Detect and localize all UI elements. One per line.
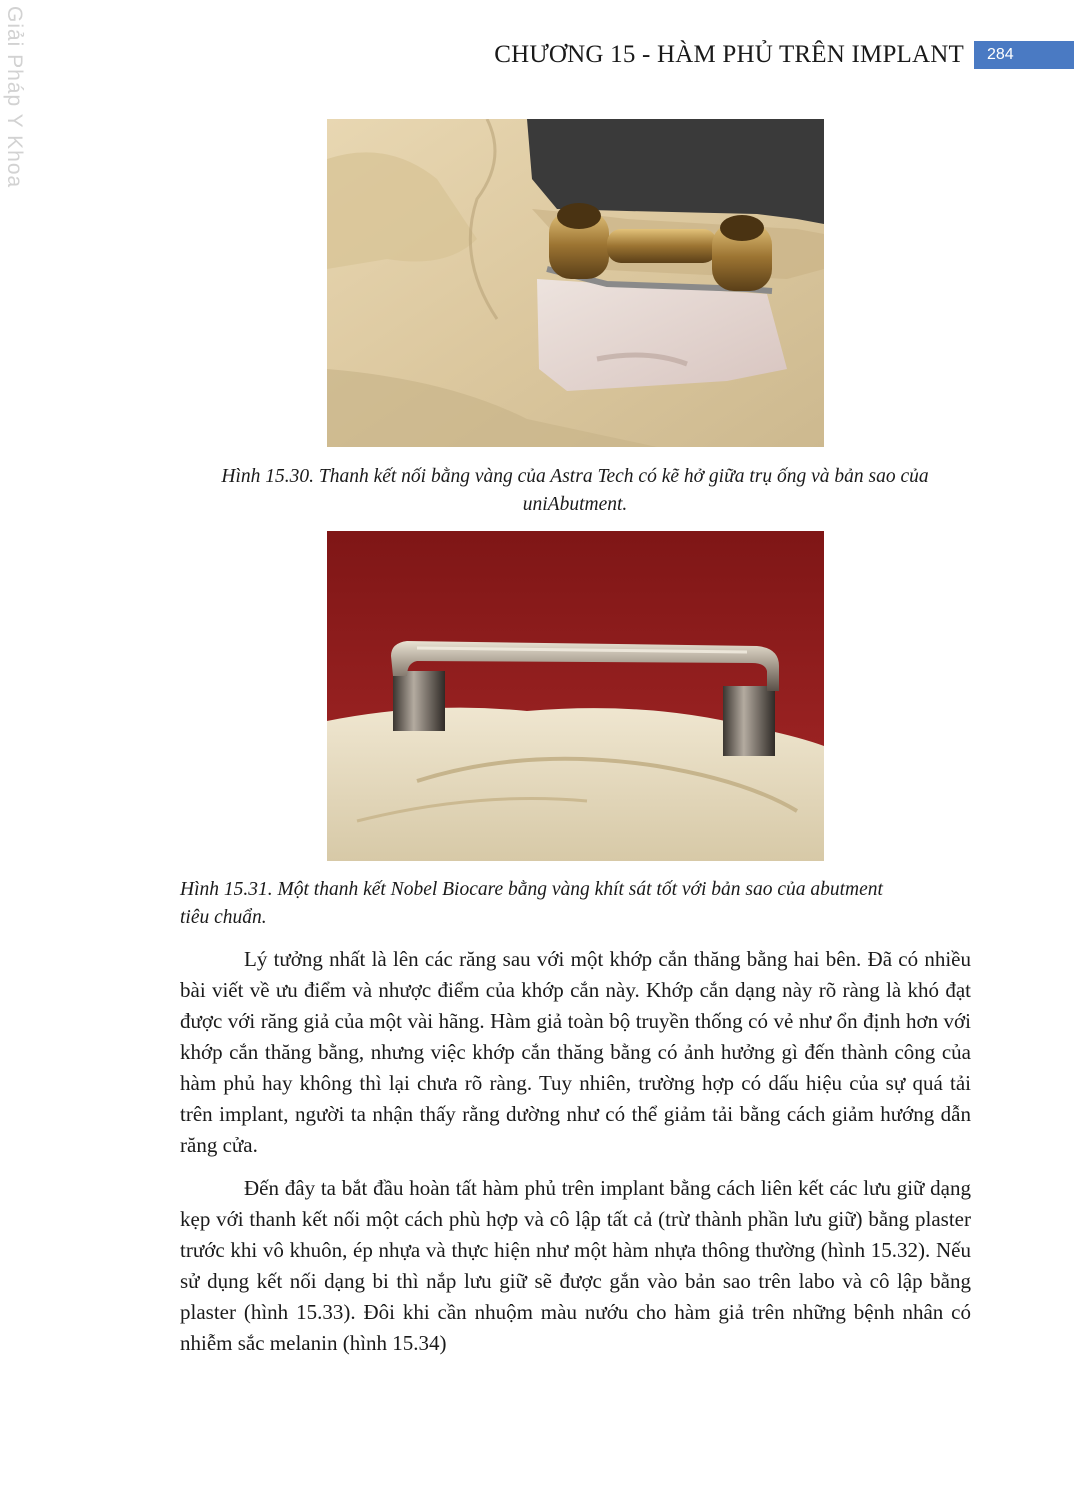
figure-15-30-caption (150, 463, 1000, 519)
paragraph-text: Đến đây ta bắt đầu hoàn tất hàm phủ trên implant bằng cách liên kết các lưu giữ dạng kẹp với thanh kết nối một cách phù hợp và cô lập tất cả (trừ thành phần lưu giữ) bằng plaster trước khi vô khuôn, ép nhựa và thực hiện như một hàm nhựa thông thường (hình 15.32). Nếu sử dụng kết nối dạng bi thì nắp lưu giữ sẽ được gắn vào bản sao trên labo và cô lập bằng plaster (hình 15.33). Đôi khi cần nhuộm màu nướu cho hàm giả trên những bệnh nhân có nhiễm sắc melanin (hình 15.34) (180, 1176, 971, 1355)
page-header (494, 38, 1074, 72)
nobel-bar-photo (327, 531, 824, 861)
figure-15-30-photo (327, 119, 824, 447)
paragraph-text: Lý tưởng nhất là lên các răng sau với một khớp cắn thăng bằng hai bên. Đã có nhiều bài viết về ưu điểm và nhược điểm của khớp cắn này. Khớp cắn dạng này rõ ràng là khó đạt được với răng giả của một vài hãng. Hàm giả toàn bộ truyền thống có vẻ như ổn định hơn với khớp cắn thăng bằng, nhưng việc khớp cắn thăng bằng có ảnh hưởng gì đến thành công của hàm phủ hay không thì lại chưa rõ ràng. Tuy nhiên, trường hợp có dấu hiệu của sự quá tải trên implant, người ta nhận thấy rằng dường như có thể giảm tải bằng cách giảm hướng dẫn răng cửa. (180, 947, 971, 1157)
figure-15-31-caption (180, 876, 980, 932)
chapter-title: CHƯƠNG 15 - HÀM PHỦ TRÊN IMPLANT (494, 41, 964, 68)
caption-line: tiêu chuẩn. (180, 907, 267, 928)
page-number: 284 (974, 41, 1074, 69)
caption-line: Hình 15.31. Một thanh kết Nobel Biocare bằng vàng khít sát tốt với bản sao của abutment (180, 879, 883, 900)
figure-15-31-photo (327, 531, 824, 861)
body-paragraph-2 (180, 1173, 971, 1359)
body-paragraph-1 (180, 944, 971, 1161)
caption-line: uniAbutment. (522, 494, 628, 515)
gold-bar-photo (327, 119, 824, 447)
caption-line: Hình 15.30. Thanh kết nối bằng vàng của Astra Tech có kẽ hở giữa trụ ống và bản sao của (221, 466, 929, 487)
watermark: Giải Pháp Y Khoa (3, 6, 26, 189)
